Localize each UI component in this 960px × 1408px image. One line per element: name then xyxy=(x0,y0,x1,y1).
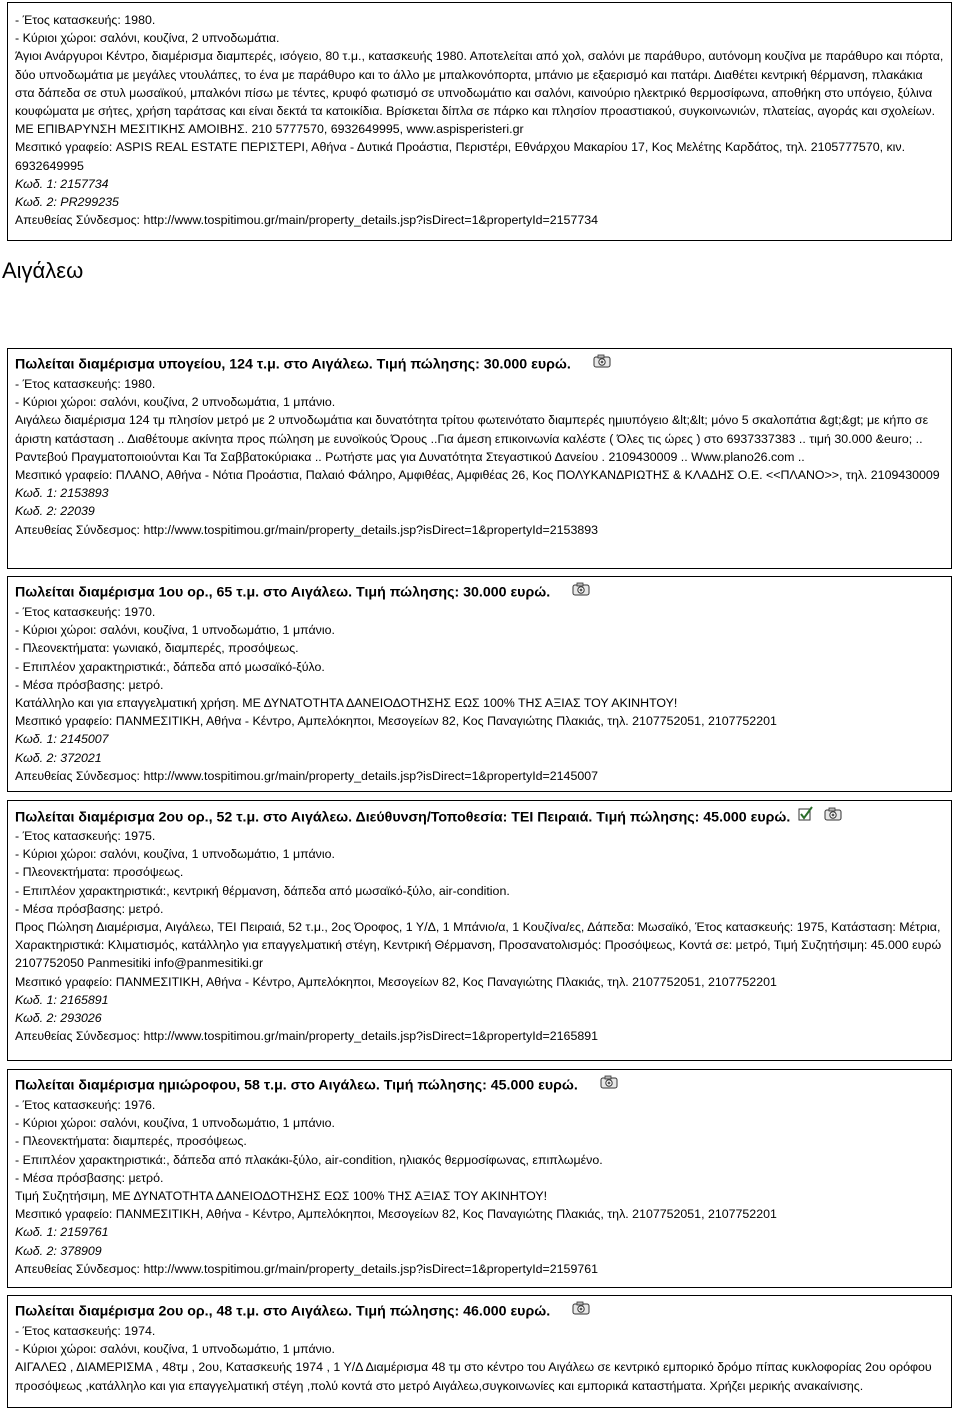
listing-detail-line: - Πλεονεκτήματα: προσόψεως. xyxy=(15,865,184,880)
listing-detail-line: - Κύριοι χώροι: σαλόνι, κουζίνα, 1 υπνοδωμάτιο, 1 μπάνιο. xyxy=(15,1342,335,1357)
camera-icon[interactable] xyxy=(572,582,590,603)
listing-box xyxy=(7,576,952,792)
listing-code-2: Κωδ. 2: 293026 xyxy=(15,1011,102,1026)
listing-agency: Μεσιτικό γραφείο: ΠΑΝΜΕΣΙΤΙΚΗ, Αθήνα - Κέντρο, Αμπελόκηποι, Μεσογείων 82, Κος Παναγιώτης Πλακιάς, τηλ. 2107752051, 2107752201 xyxy=(15,714,777,729)
listing-description: Προς Πώληση Διαμέρισμα, Αιγάλεω, ΤΕΙ Πειραιά, 52 τ.μ., 2ος Όροφος, 1 Υ/Δ, 1 Μπάνιο/α, 1 Κουζίνα/ες, Δάπεδα: Μωσαϊκό, Έτος κατασκευής: 1975, Κατάσταση: Μέτρια, Χαρακτηριστικά: Κλιματισμός, κατάλληλο για επαγγελματική στέγη, Κεντρική Θέρμανση, Προσανατολισμός: Προσόψεως, Κοντά σε: μετρό, Τιμή Συζητήσιμη: 45.000 ευρώ 2107752050 Panmesitiki info@panmesitiki.gr xyxy=(15,920,942,971)
listing-agency: Μεσιτικό γραφείο: ΠΑΝΜΕΣΙΤΙΚΗ, Αθήνα - Κέντρο, Αμπελόκηποι, Μεσογείων 82, Κος Παναγιώτης Πλακιάς, τηλ. 2107752051, 2107752201 xyxy=(15,974,777,989)
listing-box xyxy=(7,1069,952,1288)
listing-box-top xyxy=(7,2,952,241)
listing-code-1: Κωδ. 1: 2159761 xyxy=(15,1225,109,1240)
listing-title xyxy=(15,582,944,603)
camera-icon[interactable] xyxy=(572,1301,590,1322)
listing-detail-line: - Επιπλέον χαρακτηριστικά:, δάπεδα από πλακάκι-ξύλο, air-condition, ηλιακός θερμοσίφωνας, επιπλωμένο. xyxy=(15,1152,603,1167)
listing-detail-line: - Κύριοι χώροι: σαλόνι, κουζίνα, 1 υπνοδωμάτιο, 1 μπάνιο. xyxy=(15,847,335,862)
listing-description: Τιμή Συζητήσιμη, ΜΕ ΔΥΝΑΤΟΤΗΤΑ ΔΑΝΕΙΟΔΟΤΗΣΗΣ ΕΩΣ 100% ΤΗΣ ΑΞΙΑΣ ΤΟΥ ΑΚΙΝΗΤΟΥ! xyxy=(15,1189,548,1204)
listing-detail-line: - Κύριοι χώροι: σαλόνι, κουζίνα, 1 υπνοδωμάτιο, 1 μπάνιο. xyxy=(15,1116,335,1131)
listing-detail-line: - Κύριοι χώροι: σαλόνι, κουζίνα, 1 υπνοδωμάτιο, 1 μπάνιο. xyxy=(15,623,335,638)
listing-detail-line: - Έτος κατασκευής: 1970. xyxy=(15,605,156,619)
listing-detail-line: - Μέσα πρόσβασης: μετρό. xyxy=(15,677,164,692)
listing-code-2: Κωδ. 2: PR299235 xyxy=(15,195,119,210)
listing-title xyxy=(15,1075,944,1096)
listing-title-text: Πωλείται διαμέρισμα υπογείου, 124 τ.μ. στο Αιγάλεω. Τιμή πώλησης: 30.000 ευρώ. xyxy=(15,356,571,373)
listing-box xyxy=(7,348,952,569)
listing-agency: Μεσιτικό γραφείο: ΠΛΑΝΟ, Αθήνα - Νότια Προάστια, Παλαιό Φάληρο, Αμφιθέας, Αμφιθέας 26, Κος ΠΟΛΥΚΑΝΔΡΙΩΤΗΣ & ΚΛΑΔΗΣ Ο.Ε. <<ΠΛΑΝΟ>>, τηλ. 2109430009 xyxy=(15,468,940,483)
listing-detail-line: - Κύριοι χώροι: σαλόνι, κουζίνα, 2 υπνοδωμάτια, 1 μπάνιο. xyxy=(15,395,336,410)
listing-code-2: Κωδ. 2: 378909 xyxy=(15,1243,102,1258)
listing-description: Κατάλληλο και για επαγγελματική χρήση. ΜΕ ΔΥΝΑΤΟΤΗΤΑ ΔΑΝΕΙΟΔΟΤΗΣΗΣ ΕΩΣ 100% ΤΗΣ ΑΞΙΑΣ ΤΟΥ ΑΚΙΝΗΤΟΥ! xyxy=(15,696,678,711)
listing-detail-line: - Έτος κατασκευής: 1980. xyxy=(15,13,156,27)
listing-title-text: Πωλείται διαμέρισμα 2ου ορ., 48 τ.μ. στο Αιγάλεω. Τιμή πώλησης: 46.000 ευρώ. xyxy=(15,1303,551,1320)
verified-check-icon xyxy=(798,806,814,829)
listing-detail-line: - Κύριοι χώροι: σαλόνι, κουζίνα, 2 υπνοδωμάτια. xyxy=(15,31,280,46)
listing-code-1: Κωδ. 1: 2153893 xyxy=(15,486,109,501)
listing-box xyxy=(7,1295,952,1408)
listing-detail-line: - Πλεονεκτήματα: γωνιακό, διαμπερές, προσόψεως. xyxy=(15,641,299,656)
listing-agency: Μεσιτικό γραφείο: ASPIS REAL ESTATE ΠΕΡΙΣΤΕΡΙ, Αθήνα - Δυτικά Προάστια, Περιστέρι, Εθνάρχου Μακαρίου 17, Κος Μελέτης Καρδάτος, τηλ. 2105777570, κιν. 6932649995 xyxy=(15,140,906,173)
listing-detail-line: - Έτος κατασκευής: 1976. xyxy=(15,1098,156,1112)
listing-detail-line: - Έτος κατασκευής: 1975. xyxy=(15,829,156,843)
listing-box xyxy=(7,800,952,1061)
listing-detail-line: - Έτος κατασκευής: 1980. xyxy=(15,377,156,391)
camera-icon[interactable] xyxy=(593,354,611,375)
listing-title xyxy=(15,1301,944,1322)
listing-detail-line: - Μέσα πρόσβασης: μετρό. xyxy=(15,901,164,916)
listing-title xyxy=(15,354,944,375)
listing-direct-link[interactable]: Απευθείας Σύνδεσμος: http://www.tospitimou.gr/main/property_details.jsp?isDirect=1&propertyId=2145007 xyxy=(15,768,599,783)
listing-direct-link[interactable]: Απευθείας Σύνδεσμος: http://www.tospitimou.gr/main/property_details.jsp?isDirect=1&propertyId=2153893 xyxy=(15,522,599,537)
listing-description: Άγιοι Ανάργυροι Κέντρο, διαμέρισμα διαμπερές, ισόγειο, 80 τ.μ., κατασκευής 1980. Αποτελείται από χολ, σαλόνι με παράθυρο, αυτόνομη κουζίνα με παράθυρο και πόρτα, δύο υπνοδωμάτια με μεγάλες ντουλάπες, το ένα με παράθυρο και το άλλο με μπαλκονόπορτα, μπάνιο με εξαερισμό και πατάρι. Διαθέτει κεντρική θέρμανση, πλακάκια στα δάπεδα σε στυλ μωσαϊκού, μπαλκόνι πίσω με τέντες, κρυφό φωτισμό σε υπνοδωμάτιο και σαλόνι, καινούριο ηλεκτρικό θερμοσίφωνα, αποθήκη στο υπόγειο, ξύλινα κουφώματα με σήτες, χρήση ταράτσας και είναι δεκτά τα κατοικίδια. Βρίσκεται δίπλα σε πάρκο και πλησίον προαστιακού, συγκοινωνιών, πλατείας, αγοράς και σχολείων. ΜΕ ΕΠΙΒΑΡΥΝΣΗ ΜΕΣΙΤΙΚΗΣ ΑΜΟΙΒΗΣ. 210 5777570, 6932649995, www.aspisperisteri.gr xyxy=(15,49,944,137)
listing-title-text: Πωλείται διαμέρισμα 1ου ορ., 65 τ.μ. στο Αιγάλεω. Τιμή πώλησης: 30.000 ευρώ. xyxy=(15,584,551,601)
listing-title xyxy=(15,806,944,827)
listing-detail-line: - Μέσα πρόσβασης: μετρό. xyxy=(15,1170,164,1185)
listing-description: Αιγάλεω διαμέρισμα 124 τμ πλησίον μετρό με 2 υπνοδωμάτια και δυνατότητα τρίτου φωτεινότατο διαμπερές ημιυπόγειο &lt;&lt; μόνο 5 σκαλοπάτια &gt;&gt; με κήπο σε άριστη κατάσταση .. Διαθέτουμε ακίνητα προς πώληση με ευνοϊκούς Όρους ..Για άμεση επικοινωνία καλέστε ( Όλες τις ώρες ) στο 6937337383 .. τιμή 30.000 &euro; .. Ραντεβού Πραγματοποιούνται Και Τα Σαββατοκύριακα .. Ρωτήστε μας για Δυνατότητα Στεγαστικού Δανείου . 2109430009 .. Www.plano26.com .. xyxy=(15,413,929,464)
camera-icon[interactable] xyxy=(600,1075,618,1096)
listing-detail-line: - Επιπλέον χαρακτηριστικά:, κεντρική θέρμανση, δάπεδα από μωσαϊκό-ξύλο, air-condition. xyxy=(15,883,510,898)
section-title-aigaleo: Αιγάλεω xyxy=(2,258,84,283)
listing-direct-link[interactable]: Απευθείας Σύνδεσμος: http://www.tospitimou.gr/main/property_details.jsp?isDirect=1&propertyId=2165891 xyxy=(15,1029,599,1044)
listing-description: ΑΙΓΑΛΕΩ , ΔΙΑΜΕΡΙΣΜΑ , 48τμ , 2ου, Κατασκευής 1974 , 1 Υ/Δ Διαμέρισμα 48 τμ στο κέντρο του Αιγάλεω σε κεντρικό εμπορικό δρόμο πίπας κυκλοφορίας 2ου ορόφου προσόψεως ,κατάλληλο και για επαγγελματική στέγη ,πολύ κοντά στο μετρό Αιγάλεω,συγκοινωνίες και εμπορικά καταστήματα. Χρήζει μερικής ανακαίνισης. xyxy=(15,1360,932,1393)
listing-detail-line: - Πλεονεκτήματα: διαμπερές, προσόψεως. xyxy=(15,1134,247,1149)
listing-code-1: Κωδ. 1: 2145007 xyxy=(15,732,109,747)
camera-icon[interactable] xyxy=(824,807,842,828)
listing-code-1: Κωδ. 1: 2157734 xyxy=(15,176,109,191)
listing-title-text: Πωλείται διαμέρισμα ημιώροφου, 58 τ.μ. στο Αιγάλεω. Τιμή πώλησης: 45.000 ευρώ. xyxy=(15,1077,578,1094)
listing-code-2: Κωδ. 2: 372021 xyxy=(15,750,102,765)
listing-code-1: Κωδ. 1: 2165891 xyxy=(15,992,109,1007)
listing-agency: Μεσιτικό γραφείο: ΠΑΝΜΕΣΙΤΙΚΗ, Αθήνα - Κέντρο, Αμπελόκηποι, Μεσογείων 82, Κος Παναγιώτης Πλακιάς, τηλ. 2107752051, 2107752201 xyxy=(15,1207,777,1222)
listing-detail-line: - Επιπλέον χαρακτηριστικά:, δάπεδα από μωσαϊκό-ξύλο. xyxy=(15,659,325,674)
listing-title-text: Πωλείται διαμέρισμα 2ου ορ., 52 τ.μ. στο Αιγάλεω. Διεύθυνση/Τοποθεσία: ΤΕΙ Πειραιά. Τιμή πώλησης: 45.000 ευρώ. xyxy=(15,809,791,826)
listing-detail-line: - Έτος κατασκευής: 1974. xyxy=(15,1324,156,1338)
listing-direct-link[interactable]: Απευθείας Σύνδεσμος: http://www.tospitimou.gr/main/property_details.jsp?isDirect=1&propertyId=2159761 xyxy=(15,1261,599,1276)
listing-code-2: Κωδ. 2: 22039 xyxy=(15,504,95,519)
listing-direct-link[interactable]: Απευθείας Σύνδεσμος: http://www.tospitimou.gr/main/property_details.jsp?isDirect=1&propertyId=2157734 xyxy=(15,213,599,228)
